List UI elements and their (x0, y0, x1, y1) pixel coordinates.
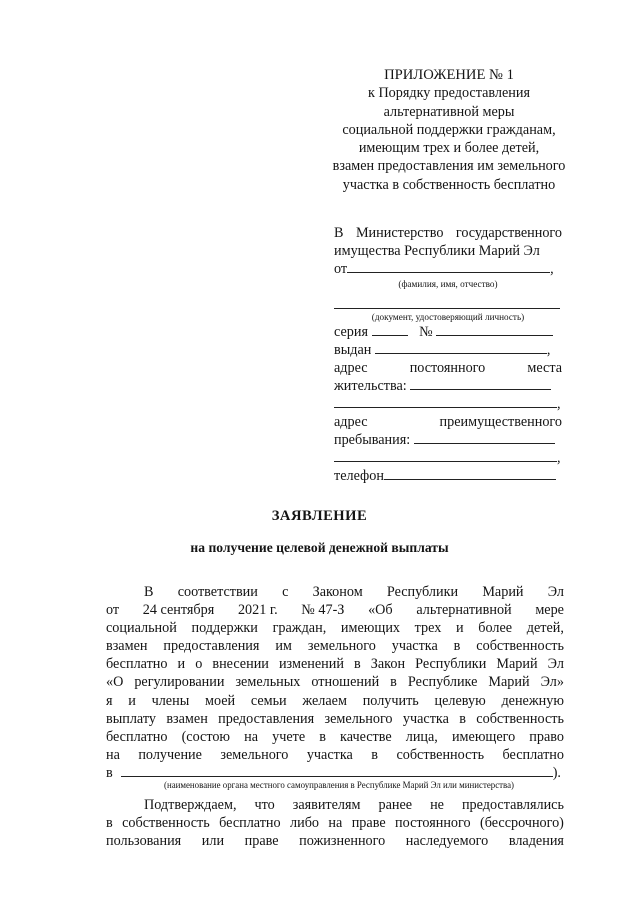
word: и (456, 620, 464, 637)
word: Законом (312, 584, 363, 600)
authority-field[interactable] (121, 764, 553, 777)
word: 2021 г. (237, 602, 278, 619)
word: и (128, 692, 136, 709)
text: в (106, 764, 113, 781)
word: «Об (368, 602, 393, 619)
text: Министерство (355, 225, 444, 241)
word: получение (138, 746, 202, 763)
word: взамен (106, 638, 148, 655)
residence-field-2[interactable] (334, 395, 557, 408)
word: в (319, 728, 326, 745)
word: Марий (488, 674, 530, 691)
word: наследуемого (405, 833, 489, 850)
word: имеющего (451, 728, 516, 745)
comma: , (557, 396, 561, 412)
word: им (275, 638, 292, 655)
word: участка (391, 638, 438, 655)
appendix-line: к Порядку предоставления (368, 85, 530, 102)
comma: , (550, 261, 554, 277)
text-line (106, 692, 564, 710)
word: собственность (476, 710, 564, 727)
word: Марий (482, 584, 524, 600)
phone-label: телефон (334, 468, 384, 484)
word: предоставления (218, 710, 315, 727)
word: бесплатно (106, 656, 168, 673)
from-row (334, 260, 562, 278)
word: внесении (212, 656, 269, 673)
word: получить (362, 692, 419, 709)
addressee-line (334, 224, 562, 242)
word: заявителям (292, 797, 361, 814)
appendix-line: участка в собственность бесплатно (342, 176, 556, 193)
word: социальной (106, 620, 177, 637)
paragraph-1 (106, 583, 564, 764)
name-hint: (фамилия, имя, отчество) (398, 279, 498, 289)
word: предоставления (163, 638, 260, 655)
comma: , (546, 342, 551, 358)
stay-field-row (334, 431, 562, 449)
comma: , (557, 450, 561, 466)
word: более (478, 620, 513, 637)
word: что (254, 797, 275, 814)
word: Эл (547, 656, 564, 673)
word: Марий (496, 656, 538, 673)
word: не (430, 797, 444, 814)
word: выплату (106, 710, 156, 727)
word: соответствии (177, 584, 258, 600)
word: земельного (220, 746, 289, 763)
word: на (328, 815, 343, 832)
word: праве (244, 833, 279, 850)
word: Эл (547, 584, 564, 600)
word: Закон (370, 656, 406, 673)
issued-label: выдан (334, 342, 372, 358)
word: бесплатно (106, 728, 168, 745)
word: Республике (407, 674, 478, 691)
word: желаем (302, 692, 347, 709)
word: «О (106, 674, 124, 691)
word: или (201, 833, 225, 850)
addressee-line: имущества Республики Марий Эл (334, 243, 540, 259)
number-field[interactable] (436, 323, 553, 336)
text-line (106, 637, 564, 655)
word: участка (402, 710, 449, 727)
text: места (527, 360, 562, 376)
appendix-line: взамен предоставления им земельного (332, 158, 566, 175)
residence-field-row (334, 377, 562, 395)
word: бесплатно (219, 815, 281, 832)
word: участка (306, 746, 353, 763)
word: регулировании (134, 674, 225, 691)
word: собственность (122, 815, 210, 832)
word: имеющих (340, 620, 400, 637)
text: адрес (334, 414, 368, 430)
word: от (106, 602, 120, 619)
word: земельного (324, 710, 393, 727)
word: 24 сентября (142, 602, 215, 619)
word: пользования (106, 833, 182, 850)
appendix-line: социальной поддержки гражданам, (342, 121, 556, 138)
document-subtitle: на получение целевой денежной выплаты (190, 540, 449, 555)
appendix-title: ПРИЛОЖЕНИЕ № 1 (384, 67, 514, 83)
word: граждан, (272, 620, 327, 637)
word: право (529, 728, 564, 745)
word: В (144, 584, 154, 600)
phone-row (334, 467, 562, 485)
appendix-line: имеющим трех и более детей, (358, 140, 540, 157)
word: качестве (340, 728, 392, 745)
text-line (106, 673, 564, 691)
statement-body (106, 583, 564, 850)
residence-line2-row (334, 395, 562, 413)
text-line (106, 601, 564, 619)
issued-field[interactable] (375, 341, 547, 354)
word: Подтверждаем, (144, 797, 237, 814)
stay-label: пребывания: (334, 432, 411, 448)
stay-field[interactable] (414, 431, 555, 444)
series-row (334, 323, 562, 341)
text-line (106, 814, 564, 832)
stay-line2-row (334, 449, 562, 467)
text-line (106, 728, 564, 746)
word: бесплатно (502, 746, 564, 763)
series-field[interactable] (372, 323, 408, 336)
word: пожизненного (299, 833, 386, 850)
word: детей, (526, 620, 564, 637)
text: государственного (455, 225, 562, 241)
word: (состою (181, 728, 231, 745)
word: земельного (307, 638, 376, 655)
addressee-block (334, 224, 562, 485)
text: ). (552, 764, 561, 781)
appendix-block (318, 66, 580, 194)
word: в (453, 638, 461, 655)
word: на (244, 728, 259, 745)
word: учете (272, 728, 306, 745)
word: взамен (166, 710, 208, 727)
series-label: серия (334, 324, 368, 340)
appendix-line: альтернативной меры (383, 103, 515, 120)
text-line (106, 619, 564, 637)
text: постоянного (409, 360, 486, 376)
stay-field-2[interactable] (334, 449, 557, 462)
document-hint: (документ, удостоверяющий личность) (371, 312, 525, 322)
text-line (106, 655, 564, 673)
word: либо (290, 815, 320, 832)
word: Республики (415, 656, 487, 673)
residence-field[interactable] (410, 377, 551, 390)
word: в (390, 674, 397, 691)
word: изменений (278, 656, 344, 673)
word: поддержки (191, 620, 258, 637)
word: предоставлялись (461, 797, 564, 814)
word: отношений (311, 674, 380, 691)
word: в (354, 656, 361, 673)
issued-row (334, 341, 562, 359)
word: № 47-З (301, 602, 345, 619)
word: постоянного (395, 815, 471, 832)
text-line (106, 746, 564, 764)
word: моей (204, 692, 236, 709)
text: В (334, 225, 344, 241)
phone-field[interactable] (384, 467, 556, 480)
residence-row (334, 359, 562, 377)
from-label: от (334, 261, 348, 277)
word: трех (414, 620, 442, 637)
word: с (282, 584, 289, 600)
text-line (106, 796, 564, 814)
text-line (106, 832, 564, 850)
word: на (106, 746, 120, 763)
word: альтернативной (416, 602, 512, 619)
word: в (459, 710, 466, 727)
word: лица, (405, 728, 438, 745)
full-name-field[interactable] (347, 260, 550, 273)
word: собственность (476, 638, 564, 655)
paragraph-2 (106, 796, 564, 850)
text-line (106, 710, 564, 728)
word: Эл» (540, 674, 564, 691)
word: и (177, 656, 186, 673)
word: члены (151, 692, 190, 709)
text-line (106, 583, 564, 601)
id-document-field[interactable] (334, 294, 560, 309)
word: в (106, 815, 113, 832)
document-title: ЗАЯВЛЕНИЕ (271, 508, 368, 524)
word: денежную (501, 692, 564, 709)
word: (бессрочного) (479, 815, 564, 832)
word: о (195, 656, 203, 673)
text: преимущественного (439, 414, 562, 430)
word: ранее (378, 797, 413, 814)
word: праве (351, 815, 386, 832)
text: адрес (334, 360, 368, 376)
word: я (106, 692, 113, 709)
authority-hint: (наименование органа местного самоуправления в Республике Марий Эл или министерства) (163, 780, 514, 791)
word: семьи (250, 692, 287, 709)
word: целевую (434, 692, 486, 709)
word: мере (535, 602, 564, 619)
word: в (371, 746, 378, 763)
word: Республики (386, 584, 459, 600)
word: земельных (235, 674, 301, 691)
word: собственность (396, 746, 485, 763)
word: владения (508, 833, 564, 850)
number-label: № (419, 324, 433, 340)
residence-label: жительства: (334, 378, 407, 394)
stay-row (334, 413, 562, 431)
